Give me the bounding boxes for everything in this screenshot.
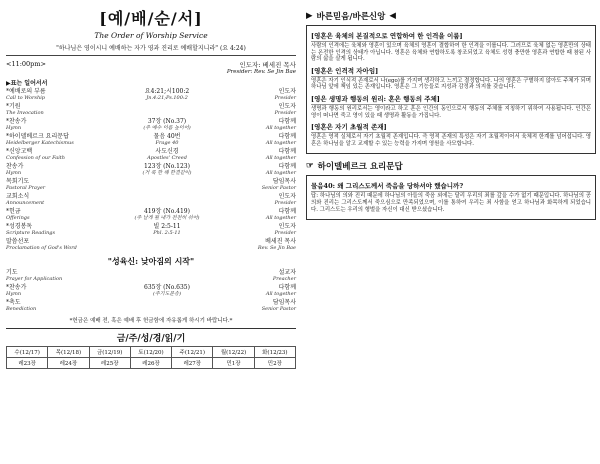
item-name: *하이델베르크 요리문답 — [6, 133, 69, 140]
item-name: *예배로의 부름 — [6, 88, 46, 95]
worship-item — [6, 208, 296, 222]
item-leader: 다함께 — [278, 148, 296, 155]
item-detail: 사도신경 — [155, 148, 179, 155]
catechism-box — [306, 175, 596, 220]
item-name-en: Confession of our Faith — [6, 155, 66, 161]
right-column — [306, 4, 596, 460]
worship-items — [6, 88, 296, 252]
item-name-en: Pastoral Prayer — [6, 185, 46, 191]
item-name-en: Offerings — [6, 215, 30, 221]
item-leader-en: All together — [265, 170, 296, 176]
item-name: 찬송가 — [6, 163, 24, 170]
item-detail-en: (주 날게 될 내가 전전히 쉬어) — [134, 215, 200, 221]
item-name-en: Proclamation of God's Word — [6, 245, 77, 251]
faith-paragraph: 영혼은 영적 실체로서 자기 초월적 존재입니다. 즉 영적 존재의 특성은 자기 초월적이어서 육체적 한계를 넘어섭니다. 영혼은 하나님을 알고 교제할 수 있는 능력을 가지며 영원을 사모합니다. — [311, 134, 591, 147]
item-detail-en: Apostles' Creed — [147, 155, 187, 161]
heading-faith-label: 바른믿음/바른신앙 — [316, 12, 386, 22]
heading-catechism-label: 하이델베르크 요리문답 — [317, 162, 403, 173]
faith-paragraph: 사람의 인격에는 육체와 영혼이 있으며 육체의 영혼이 결합하여 한 인격을 이룹니다. 그러므로 육체 없는 영혼만의 상태는 온전한 인격의 상태가 아닙니다. 영혼은 육체와 연합하도록 창조되었고 육체도 성령 충만한 영혼과 연합한 때 참된 사람의 삶을 살게 됩니다. — [311, 43, 591, 63]
question-title: 물음40: 왜 그리스도께서 죽음을 당하셔야 했습니까? — [311, 181, 591, 192]
schedule-title: 금/주/성/경/읽/기 — [6, 328, 296, 344]
item-detail-en: Phl. 2:5-11 — [153, 230, 181, 236]
schedule-chapter: 민2장 — [254, 358, 295, 369]
schedule-day: 토(12/20) — [130, 347, 171, 358]
schedule-day: 금(12/19) — [89, 347, 130, 358]
worship-item — [6, 193, 296, 207]
item-name-en: Scripture Readings — [6, 230, 56, 236]
schedule-days-row — [7, 347, 296, 358]
presider-en: Presider: Rev. Se Jin Bae — [226, 69, 296, 75]
worship-item — [6, 223, 296, 237]
schedule-chapter: 레23장 — [7, 358, 48, 369]
item-detail-en: (주기도문송) — [152, 291, 182, 297]
sermon-title: "성육신: 낮아짐의 시작" — [107, 256, 195, 266]
item-leader: 다함께 — [278, 163, 296, 170]
item-leader-en: Preacher — [272, 276, 296, 282]
worship-item — [6, 163, 296, 177]
item-name: 말씀선포 — [6, 238, 30, 245]
item-detail: 빌 2:5-11 — [153, 223, 181, 230]
item-detail: 635장 (No.635) — [144, 284, 190, 291]
worship-item — [6, 284, 296, 298]
item-leader: 다함께 — [278, 284, 296, 291]
schedule-chapter: 민1장 — [213, 358, 254, 369]
faith-box — [306, 25, 596, 154]
schedule-chapter: 레26장 — [130, 358, 171, 369]
item-leader: 담임목사 — [272, 178, 296, 185]
schedule-chapter: 레24장 — [48, 358, 89, 369]
pointing-hand-icon: ☞ — [306, 161, 314, 172]
faith-subheading: [영혼은 인격적 자아임] — [311, 66, 591, 77]
item-leader-en: Presider — [274, 110, 296, 116]
item-name-en: The Invocation — [6, 110, 44, 116]
faith-paragraph: 영혼은 자기 인식적 존재로서 나(ego)를 가지며 생각하고 느끼고 결정합니다. 나의 영혼은 구별하지 않아도 주체가 되며 하나님 앞에 책임 있는 존재입니다. 영혼은 그 기능들로 지성과 감정과 의지를 갖습니다. — [311, 77, 591, 91]
item-detail-en: Jn.4:21;Ps.100:2 — [146, 95, 188, 101]
bulletin-subtitle: The Order of Worship Service — [94, 31, 208, 40]
item-name: *축도 — [6, 299, 21, 306]
item-name: *헌금 — [6, 208, 21, 215]
item-leader: 인도자 — [278, 88, 296, 95]
worship-item — [6, 88, 296, 102]
worship-item — [6, 238, 296, 252]
item-leader: 베세진 목사 — [265, 238, 296, 245]
item-name-en: Hymn — [6, 291, 22, 297]
item-leader-en: Senior Pastor — [261, 185, 296, 191]
faith-paragraph: 생명과 행동의 원리로서는 영이라고 하고 혼은 인간의 동인으로서 행동의 주체를 지칭하기 위하여 사용됩니다. 인간은 영이 떠나면 죽고 영이 있을 때 생명과 활동을 가집니다. — [311, 105, 591, 119]
item-detail-en: Frage 40 — [155, 140, 179, 146]
time-row — [6, 60, 296, 69]
item-name: 기도 — [6, 269, 18, 276]
triangle-left-icon: ◀ — [389, 11, 396, 21]
item-leader: 다함께 — [278, 133, 296, 140]
schedule-day: 수(12/17) — [7, 347, 48, 358]
item-name-en: Benediction — [6, 306, 37, 312]
worship-item — [6, 148, 296, 162]
item-leader-en: All together — [265, 140, 296, 146]
reading-schedule — [6, 346, 296, 369]
item-leader: 설교자 — [278, 269, 296, 276]
schedule-day: 주(12/21) — [172, 347, 213, 358]
item-name: 목회기도 — [6, 178, 30, 185]
faith-subheading: [영혼은 자기 초월적 존재] — [311, 122, 591, 133]
item-leader-en: Senior Pastor — [261, 306, 296, 312]
scripture-quote: "하나님은 영이시니 예배하는 자가 영과 진리로 예배할지니라" (요 4:24) — [6, 43, 296, 56]
item-detail-en: (거 룩 한 해 한결같이) — [142, 170, 192, 176]
faith-subheading: [영은 생명과 행동의 원리: 혼은 행동의 주체] — [311, 94, 591, 105]
item-leader-en: All together — [265, 215, 296, 221]
schedule-day: 목(12/18) — [48, 347, 89, 358]
item-name: *기원 — [6, 103, 21, 110]
item-name: *찬송가 — [6, 284, 27, 291]
triangle-right-icon: ▶ — [306, 11, 313, 21]
item-leader-en: All together — [265, 291, 296, 297]
leader: 인도자: 베세진 목사 — [239, 61, 296, 69]
item-name: 교회소식 — [6, 193, 30, 200]
item-leader-en: Presider — [274, 200, 296, 206]
item-name: *성경봉독 — [6, 223, 33, 230]
item-leader-en: Rev. Se Jin Bae — [257, 245, 296, 251]
item-leader: 인도자 — [278, 193, 296, 200]
schedule-day: 화(12/23) — [254, 347, 295, 358]
worship-item — [6, 133, 296, 147]
item-name-en: Prayer for Application — [6, 276, 63, 282]
item-name-en: Heidelberger Katechismus — [6, 140, 74, 146]
item-leader: 인도자 — [278, 223, 296, 230]
item-leader-en: Presider — [274, 230, 296, 236]
worship-item — [6, 103, 296, 117]
worship-item — [6, 299, 296, 313]
faith-subheading: [영혼은 육체의 본질적으로 연합하여 한 인격을 이룸] — [311, 31, 591, 42]
worship-items-after — [6, 269, 296, 313]
question-answer: 답: 하나님의 의와 진리 때문에 하나님의 아들의 죽음 외에는 달리 우리의 죄를 갚을 수가 없기 때문입니다. 하나님의 공의와 진리는 그리스도께서 죽으심으로 만족되었으며, 이를 통하여 우리는 죄 사함을 얻고 하나님과 화목하게 되었습니다. 그리스도는 우리의 형벌을 자신이 대신 받으셨습니다. — [311, 193, 591, 213]
item-detail: 419장 (No.419) — [144, 208, 190, 215]
item-leader: 다함께 — [278, 118, 296, 125]
worship-item — [6, 118, 296, 132]
bulletin-title: [예/배/순/서] — [99, 9, 203, 28]
item-name-en: Call to Worship — [6, 95, 45, 101]
item-name-en: Hymn — [6, 125, 22, 131]
heading-faith — [306, 10, 596, 22]
schedule-day: 월(12/22) — [213, 347, 254, 358]
item-name: *신앙고백 — [6, 148, 33, 155]
item-detail-en: (주 예수 이름 높이어) — [143, 125, 191, 131]
schedule-chapter: 레25장 — [89, 358, 130, 369]
schedule-chapters-row — [7, 358, 296, 369]
service-time: <11:00pm> — [6, 60, 46, 68]
item-leader-en: All together — [265, 125, 296, 131]
schedule-chapter: 레27장 — [172, 358, 213, 369]
item-leader: 담임목사 — [272, 299, 296, 306]
item-name: *찬송가 — [6, 118, 27, 125]
order-of-worship — [6, 4, 296, 460]
worship-item — [6, 178, 296, 192]
item-detail: 37장 (No.37) — [147, 118, 187, 125]
item-leader: 인도자 — [278, 103, 296, 110]
item-name-en: Announcement — [6, 200, 45, 206]
item-detail: 물음 40번 — [153, 133, 181, 140]
worship-item — [6, 269, 296, 283]
item-leader: 다함께 — [278, 208, 296, 215]
item-detail: 123장 (No.123) — [144, 163, 190, 170]
item-name-en: Hymn — [6, 170, 22, 176]
offering-note: *헌금은 예배 전, 혹은 예배 후 헌금함에 자유롭게 하시기 바랍니다.* — [69, 318, 233, 324]
item-leader-en: All together — [265, 155, 296, 161]
stand-note: ▶표는 일어서서 — [6, 80, 48, 87]
item-leader-en: Presider — [274, 95, 296, 101]
heading-catechism — [306, 160, 596, 172]
item-detail: 요4:21;시100:2 — [144, 88, 190, 95]
